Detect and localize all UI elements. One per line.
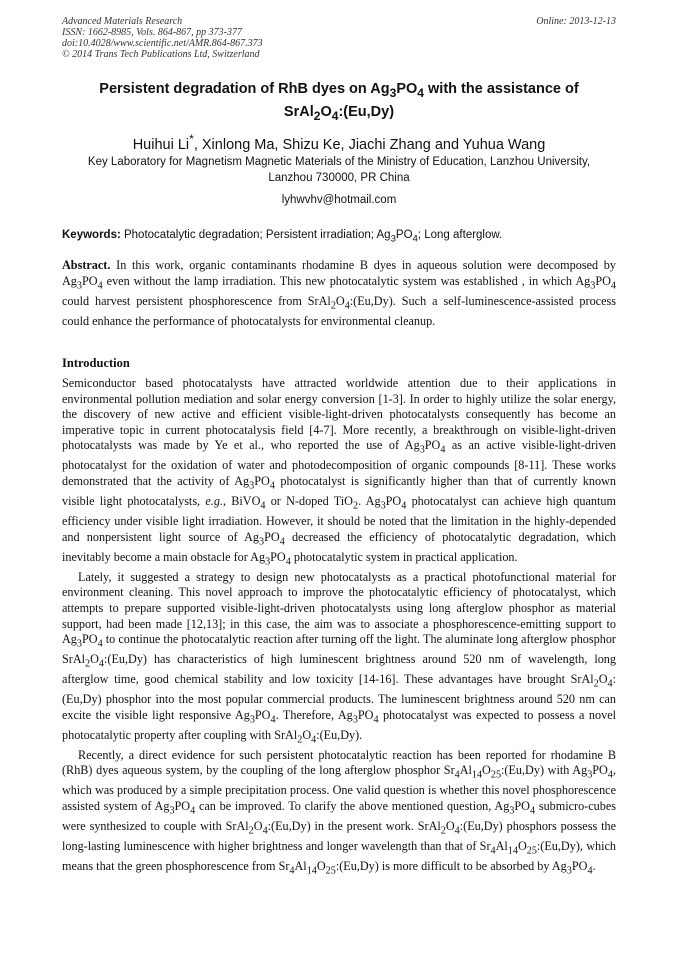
title-text: O xyxy=(320,103,332,120)
sub: 2 xyxy=(440,825,446,837)
sub: 3 xyxy=(352,714,358,726)
text: photocatalyst was expected to possess a novel photocatalytic property after coupling with SrAl xyxy=(62,707,616,742)
sub: 4 xyxy=(587,865,593,877)
text: :(Eu,Dy) phosphors possess the long-lasting luminescence with higher brightness and longer wavelength than that of Sr xyxy=(62,819,616,854)
sub: 4 xyxy=(490,845,496,857)
sub: 25 xyxy=(526,845,537,857)
abstract-text: even without the lamp irradiation. This new photocatalytic system was established , in which Ag xyxy=(102,273,591,288)
text: :(Eu,Dy) with Ag xyxy=(501,763,588,778)
text: . Therefore, Ag xyxy=(275,707,353,722)
text: Recently, a direct evidence for such persistent photocatalytic reaction has been reported for rhodamine B (RhB) dyes aqueous system, by the coupling of the long afterglow phosphor Sr xyxy=(62,747,616,778)
abstract-text: could harvest persistent phosphorescence from SrAl xyxy=(62,293,331,308)
keywords-label: Keywords: xyxy=(62,229,121,241)
sub: 4 xyxy=(269,480,275,492)
sub: 4 xyxy=(98,658,104,670)
text: O xyxy=(445,819,455,834)
text: or N-doped TiO xyxy=(265,494,353,509)
sub: 3 xyxy=(249,480,255,492)
text: e.g. xyxy=(205,494,223,509)
sub: 2 xyxy=(593,678,599,690)
text: , which was produced by a simple precipitation process. One valid question is whether this novel phosphorescence assisted system of Ag xyxy=(62,763,616,814)
text: O xyxy=(316,859,326,874)
sub: 2 xyxy=(330,300,336,312)
text: O xyxy=(598,672,608,687)
sub: 3 xyxy=(590,280,596,292)
text: PO xyxy=(270,549,286,564)
abstract-label: Abstract. xyxy=(62,258,111,272)
text: :(Eu,Dy) is more difficult to be absorbed by Ag xyxy=(335,859,567,874)
text: O xyxy=(302,727,312,742)
affiliation-line: Lanzhou 730000, PR China xyxy=(268,172,410,184)
text: :(Eu,Dy) in the present work. SrAl xyxy=(267,819,441,834)
journal-name: Advanced Materials Research xyxy=(62,16,183,27)
sub: 25 xyxy=(325,865,336,877)
title-text: :(Eu,Dy) xyxy=(338,103,395,120)
text: O xyxy=(90,652,99,667)
sub: 4 xyxy=(285,556,291,568)
text: can be improved. To clarify the above mentioned question, Ag xyxy=(195,799,510,814)
sub: 4 xyxy=(260,500,266,512)
sub: 4 xyxy=(610,280,616,292)
sub: 4 xyxy=(289,865,295,877)
sub: 4 xyxy=(270,714,276,726)
sub: 4 xyxy=(607,769,613,781)
text: Al xyxy=(495,839,508,854)
text: :(Eu,Dy) has characteristics of high luminescent brightness around 520 nm of wavelength, long afterglow time, good chemical stability and low toxicity [14-16]. These advantages have brought SrAl xyxy=(62,652,616,687)
online-date: Online: 2013-12-13 xyxy=(536,16,616,27)
text: PO xyxy=(514,799,530,814)
sub: 4 xyxy=(262,825,268,837)
abstract xyxy=(62,258,616,329)
text: PO xyxy=(81,632,98,647)
introduction-body xyxy=(62,376,616,879)
title-text: with the assistance of xyxy=(423,81,579,97)
title-sub: 2 xyxy=(313,108,321,123)
abstract-text: PO xyxy=(81,273,98,288)
sub: 4 xyxy=(454,769,460,781)
sub: 25 xyxy=(490,769,502,781)
title-sub: 4 xyxy=(331,108,339,123)
text: O xyxy=(482,763,491,778)
text: Al xyxy=(459,763,472,778)
issn-line: ISSN: 1662-8985, Vols. 864-867, pp 373-377 xyxy=(62,27,242,38)
sub: 4 xyxy=(607,678,613,690)
text: Al xyxy=(294,859,307,874)
text: PO xyxy=(357,707,374,722)
sub: 4 xyxy=(190,805,196,817)
text: decreased the efficiency of photocatalytic degradation, which inevitably become a main obstacle for Ag xyxy=(62,529,616,564)
sub: 3 xyxy=(169,805,175,817)
paragraph xyxy=(62,376,616,570)
text: PO xyxy=(571,859,588,874)
sub: 3 xyxy=(76,638,82,650)
text: PO xyxy=(264,529,280,544)
sub: 2 xyxy=(352,500,359,512)
keywords xyxy=(62,227,616,247)
text: , BiVO xyxy=(222,494,261,509)
text: :(Eu,Dy) phosphor into the most popular commercial products. The luminescent brightness around 520 nm can excite the visible light responsive Ag xyxy=(62,672,616,722)
text: :(Eu,Dy), which means that the green phosphorescence from Sr xyxy=(62,839,616,874)
text: PO xyxy=(174,799,191,814)
journal-header xyxy=(62,16,616,60)
sub: 4 xyxy=(401,500,407,512)
sub: 2 xyxy=(248,825,254,837)
text: submicro-cubes were synthesized to couple with SrAl xyxy=(62,799,616,834)
title-text: PO xyxy=(396,81,418,97)
sub: 4 xyxy=(97,280,103,292)
sub: 3 xyxy=(259,536,265,548)
sub: 3 xyxy=(76,280,82,292)
title-text: SrAl xyxy=(283,103,314,120)
sub: 3 xyxy=(587,769,593,781)
paragraph xyxy=(62,748,616,879)
text: photocatalyst can achieve high quantum efficiency under visible light irradiation. However, it should be noted that the limitation in the highly-depended and nonpersistent light source of Ag xyxy=(62,494,616,544)
affiliation-line: Key Laboratory for Magnetism Magnetic Materials of the Ministry of Education, Lanzhou University, xyxy=(87,156,591,168)
text: PO xyxy=(424,438,441,453)
sub: 4 xyxy=(412,233,418,245)
text: PO xyxy=(254,474,270,488)
text: . Ag xyxy=(358,494,381,509)
abstract-text: In this work, organic contaminants rhodamine B dyes in aqueous solution were decomposed by Ag xyxy=(62,258,616,288)
sub: 4 xyxy=(97,638,103,650)
abstract-text: PO xyxy=(595,273,611,288)
keywords-text: ; Long afterglow. xyxy=(417,229,503,241)
abstract-text: :(Eu,Dy). Such a self-luminescence-assisted process could enhance the performance of photocatalysts for environmental cleanup. xyxy=(62,293,616,328)
section-heading: Introduction xyxy=(62,356,130,370)
sub: 4 xyxy=(279,536,285,548)
sub: 4 xyxy=(440,444,446,456)
title-sub: 3 xyxy=(389,85,397,100)
text: PO xyxy=(385,494,402,509)
paper-title xyxy=(62,80,616,126)
title-text: Persistent degradation of RhB dyes on Ag xyxy=(99,81,390,97)
sub: 2 xyxy=(297,734,303,746)
text: PO xyxy=(254,707,271,722)
sub: 3 xyxy=(265,556,271,568)
text: photocatalytic system in practical application. xyxy=(290,549,518,564)
text: as an active visible-light-driven photocatalyst for the oxidation of water and photodecomposition of organic compounds [8-11]. These works demonstrated that the activity of Ag xyxy=(62,438,616,488)
author-email[interactable]: lyhwvhv@hotmail.com xyxy=(281,194,397,206)
title-sub: 4 xyxy=(417,85,424,100)
text: to continue the photocatalytic reaction after turning off the light. The aluminate long afterglow phosphor SrAl xyxy=(62,632,616,667)
sub: 3 xyxy=(509,805,515,817)
sub: 3 xyxy=(390,233,396,245)
sub: 2 xyxy=(85,658,91,670)
text: photocatalyst is significantly higher than that of currently known visible light photocatalysts, xyxy=(62,474,616,509)
text: O xyxy=(517,839,527,854)
sub: 14 xyxy=(471,769,483,781)
affiliation xyxy=(62,154,616,186)
corresponding-mark: * xyxy=(189,132,194,146)
text: :(Eu,Dy). xyxy=(316,727,363,742)
doi-line: doi:10.4028/www.scientific.net/AMR.864-867.373 xyxy=(62,38,263,49)
author-name: Huihui Li xyxy=(132,136,190,153)
sub: 4 xyxy=(344,300,350,312)
sub: 3 xyxy=(566,865,572,877)
sub: 4 xyxy=(311,734,317,746)
sub: 3 xyxy=(419,444,425,456)
text: Lately, it suggested a strategy to design new photocatalysts as a practical photofunctional material for environment cleaning. This novel approach to improve the photocatalytic efficiency of photocatalyst, which attempts to prepare supported visible-light-driven photocatalysts using long afterglow phosphor as material support, had been made [12,13]; in this case, the aim was to associate a phosphorescence-emitting support to Ag xyxy=(62,569,616,647)
text: Semiconductor based photocatalysts have attracted worldwide attention due to their applications in environmental pollution mediation and solar energy conversion [1-3]. In order to highly utilize the solar energy, the discovery of new active and efficient visible-light-driven photocatalysts consequently has become an imperative topic in current photocatalysis field [4-7]. More recently, a breakthrough on visible-light-driven photocatalysts was made by Ye et al., who reported the use of Ag xyxy=(62,376,616,453)
abstract-text: O xyxy=(335,293,345,308)
text: PO xyxy=(592,763,608,778)
sub: 3 xyxy=(380,500,386,512)
keywords-text: PO xyxy=(395,229,413,241)
author-list xyxy=(62,130,616,154)
copyright-line: © 2014 Trans Tech Publications Ltd, Switzerland xyxy=(62,49,260,60)
sub: 3 xyxy=(249,714,255,726)
sub: 4 xyxy=(373,714,379,726)
sub: 4 xyxy=(454,825,460,837)
sub: 14 xyxy=(507,845,518,857)
sub: 14 xyxy=(306,865,317,877)
keywords-text: Photocatalytic degradation; Persistent irradiation; Ag xyxy=(120,229,391,241)
sub: 4 xyxy=(529,805,536,817)
text: O xyxy=(253,819,263,834)
text: . xyxy=(592,859,596,874)
author-names: , Xinlong Ma, Shizu Ke, Jiachi Zhang and Yuhua Wang xyxy=(193,136,546,153)
paragraph xyxy=(62,570,616,748)
